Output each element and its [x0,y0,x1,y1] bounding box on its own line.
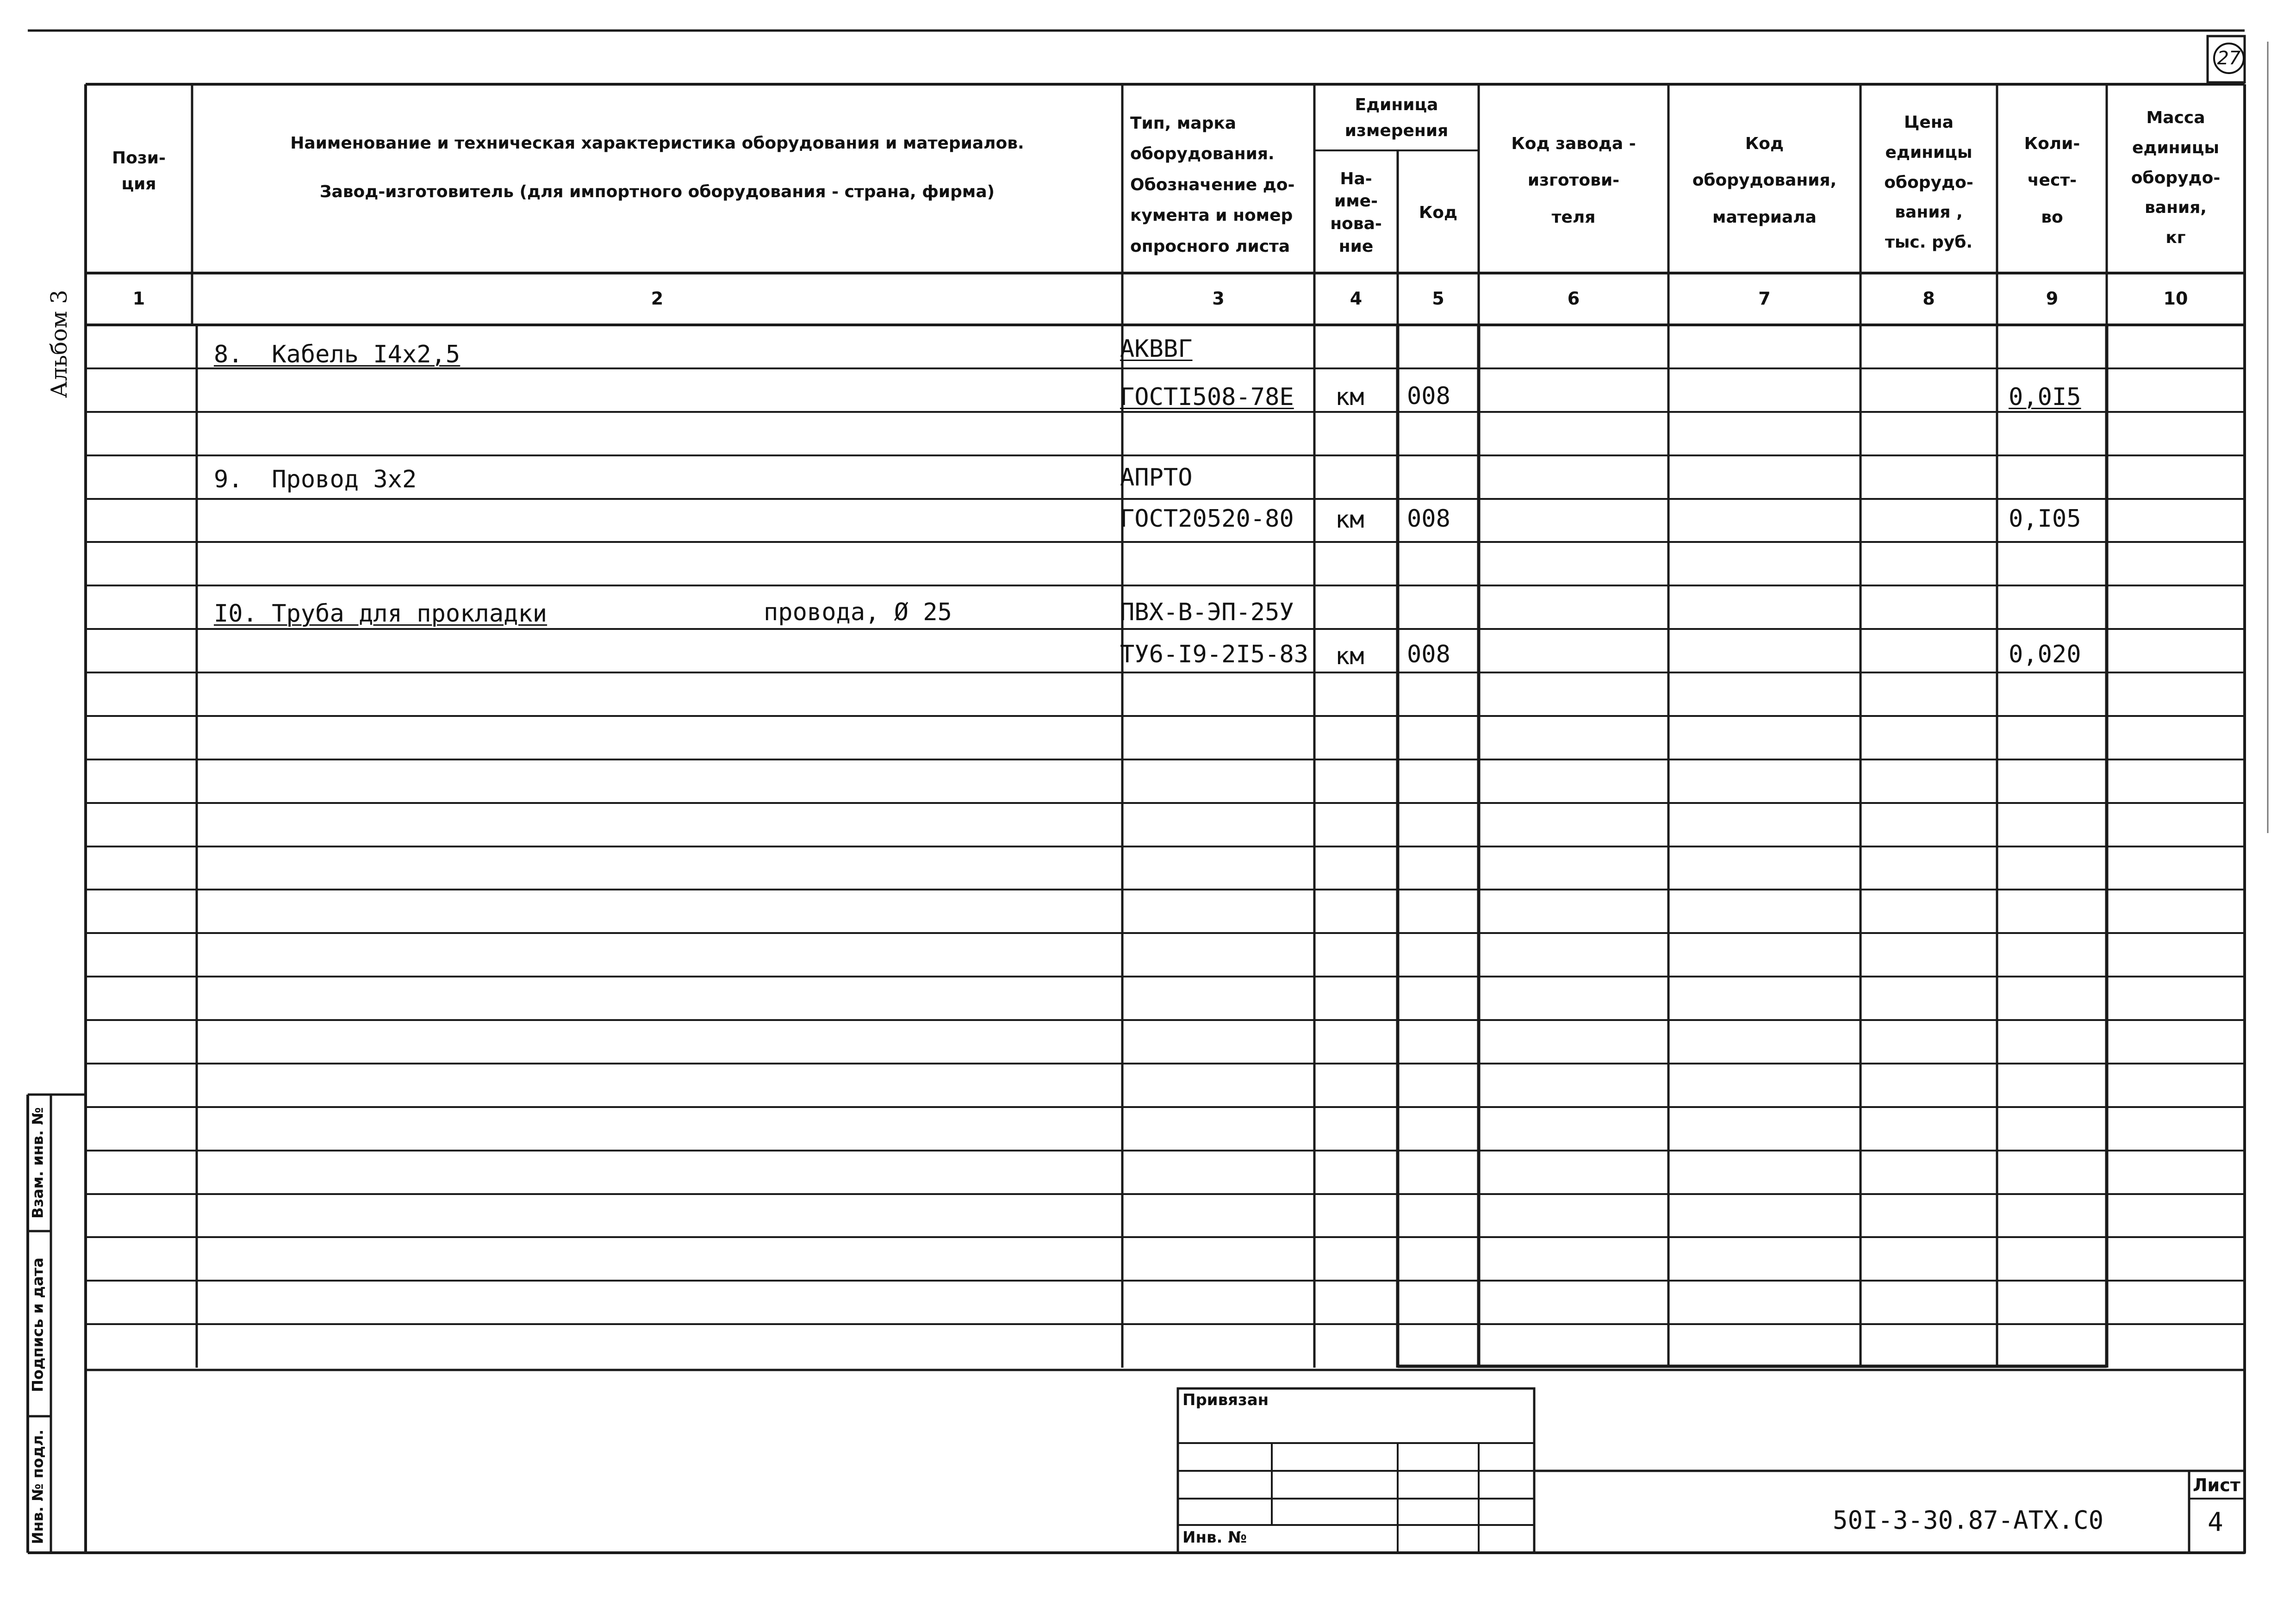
header-name-line2: Завод-изготовитель (для импортного оборудования - страна, фирма) [319,182,995,202]
item-8-type: АКВВГ [1120,335,1193,363]
column-number-4: 4 [1350,288,1363,309]
side-stamp-inv-original: Инв. № подл. [29,1429,47,1544]
header-unit-group: Единица измерения [1344,95,1449,140]
item-9-document: ГОСТ20520-80 [1120,505,1294,533]
sheet-label: Лист [2193,1475,2240,1495]
item-10-quantity: 0,020 [2009,641,2081,668]
header-position: Пози- ция [112,149,166,193]
column-number-1: 1 [132,288,145,309]
column-number-8: 8 [1923,288,1935,309]
document-code: 50I-3-30.87-АТХ.С0 [1833,1506,2104,1535]
column-number-2: 2 [651,288,664,309]
page-number-badge [2213,43,2245,74]
side-stamp-signature-date: Подпись и дата [29,1257,47,1392]
header-type-doc: Тип, марка оборудования. Обозначение до- кумента и номер опросного листа [1130,113,1295,256]
stamp-bound-label: Привязан [1182,1391,1269,1409]
stamp-inv-no-label: Инв. № [1182,1528,1247,1547]
header-name-line1: Наименование и техническая характеристика оборудования и материалов. [290,134,1024,153]
header-mass: Масса единицы оборудо- вания, кг [2131,108,2221,248]
page-number: 27 [2217,48,2241,69]
item-8-unit: км [1335,383,1364,411]
side-stamp-replace-inv: Взам. инв. № [29,1107,47,1219]
item-10-document: ТУ6-I9-2I5-83 [1120,641,1308,668]
header-price: Цена единицы оборудо- вания , тыс. руб. [1884,113,1973,252]
item-9-unit-code: 008 [1407,505,1450,533]
item-8-name: 8. Кабель I4x2,5 [214,341,460,368]
item-9-quantity: 0,I05 [2009,505,2081,533]
column-number-3: 3 [1212,288,1225,309]
item-9-name: 9. Провод 3х2 [214,466,417,493]
item-10-type: ПВХ-В-ЭП-25У [1120,598,1294,626]
column-number-9: 9 [2046,288,2059,309]
item-8-document: ГОСТI508-78Е [1120,383,1294,411]
item-10-name: I0. Труба для прокладки [214,600,548,628]
header-equipment-code: Код оборудования, материала [1692,134,1837,227]
sheet-number: 4 [2208,1507,2223,1537]
item-10-name-tail: провода, Ø 25 [764,598,952,626]
item-9-unit: км [1335,506,1364,534]
header-unit-name: На- име- нова- ние [1330,169,1382,256]
column-number-7: 7 [1758,288,1771,309]
item-8-unit-code: 008 [1407,382,1450,410]
item-10-unit-code: 008 [1407,641,1450,668]
column-number-10: 10 [2163,288,2188,309]
item-8-quantity: 0,0I5 [2009,383,2081,411]
item-9-type: АПРТО [1120,464,1193,492]
column-number-6: 6 [1567,288,1580,309]
column-number-5: 5 [1432,288,1444,309]
header-unit-code: Код [1419,203,1458,223]
album-label: Альбом 3 [46,290,72,398]
header-factory-code: Код завода - изготови- теля [1511,134,1636,227]
header-quantity: Коли- чест- во [2024,134,2080,227]
item-10-unit: км [1335,642,1364,670]
